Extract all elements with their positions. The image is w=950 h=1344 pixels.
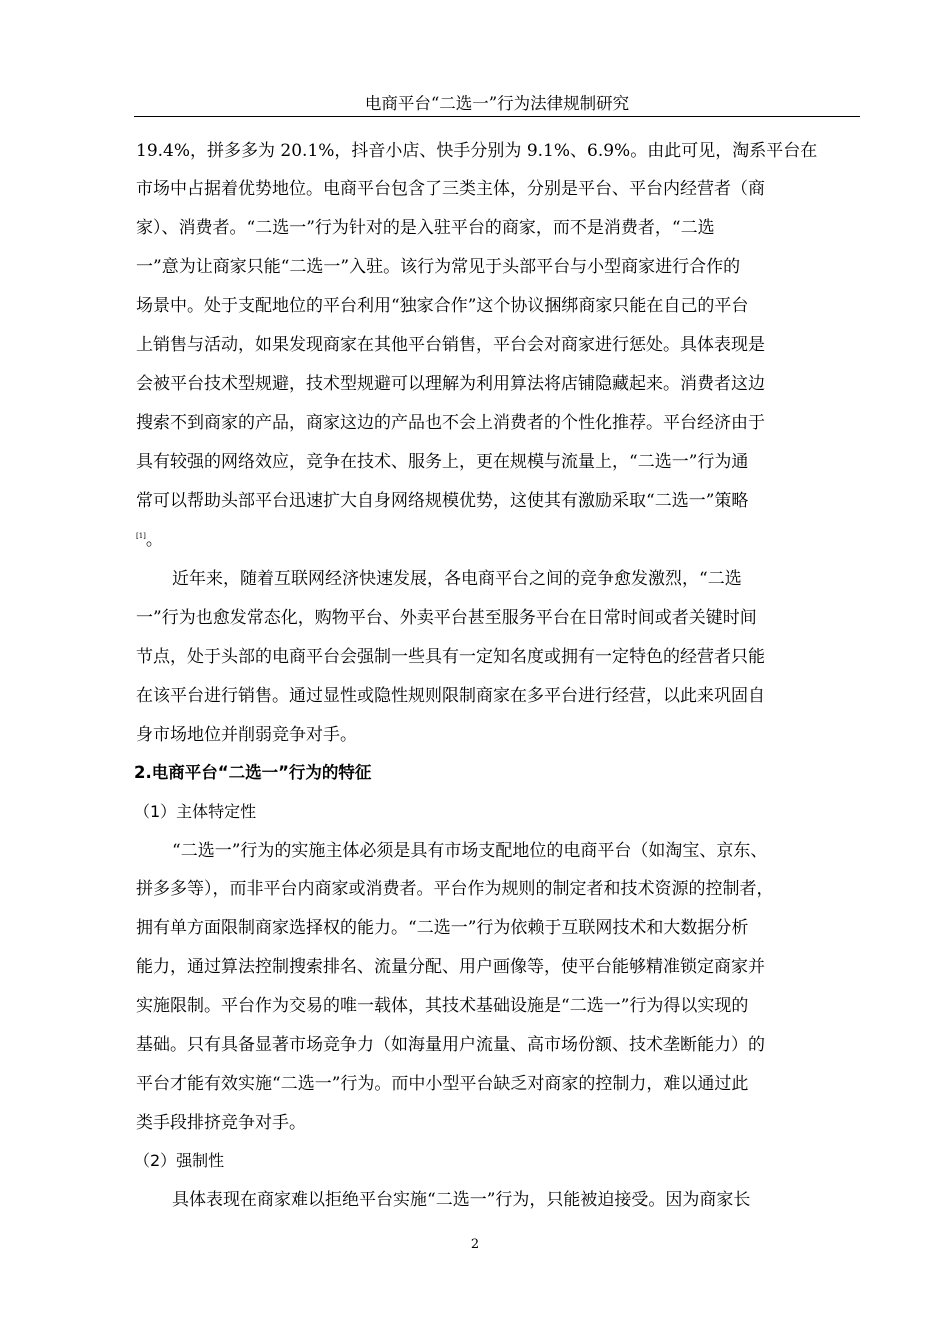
paragraph-line: 具体表现在商家难以拒绝平台实施“二选一”行为，只能被迫接受。因为商家长 xyxy=(172,1190,751,1210)
paragraph-line: 节点，处于头部的电商平台会强制一些具有一定知名度或拥有一定特色的经营者只能 xyxy=(136,647,765,667)
paragraph-line: 平台才能有效实施“二选一”行为。而中小型平台缺乏对商家的控制力，难以通过此 xyxy=(136,1074,749,1094)
paragraph-line: 拥有单方面限制商家选择权的能力。“二选一”行为依赖于互联网技术和大数据分析 xyxy=(136,918,749,938)
subsection-heading: （2）强制性 xyxy=(134,1151,225,1170)
paragraph-line: 场景中。处于支配地位的平台利用“独家合作”这个协议捆绑商家只能在自己的平台 xyxy=(136,296,749,316)
sentence-end: 。 xyxy=(145,530,163,550)
paragraph-line: 类手段排挤竞争对手。 xyxy=(136,1113,306,1133)
paragraph-line: 实施限制。平台作为交易的唯一载体，其技术基础设施是“二选一”行为得以实现的 xyxy=(136,996,749,1016)
section-heading: 2.电商平台“二选一”行为的特征 xyxy=(134,763,372,782)
paragraph-line: 一”行为也愈发常态化，购物平台、外卖平台甚至服务平台在日常时间或者关键时间 xyxy=(136,608,757,628)
paragraph-line: 上销售与活动，如果发现商家在其他平台销售，平台会对商家进行惩处。具体表现是 xyxy=(136,335,765,355)
subsection-heading: （1）主体特定性 xyxy=(134,802,257,821)
running-header: 电商平台“二选一”行为法律规制研究 xyxy=(364,94,630,113)
paragraph-line: “二选一”行为的实施主体必须是具有市场支配地位的电商平台（如淘宝、京东、 xyxy=(172,841,768,861)
paragraph-line: 在该平台进行销售。通过显性或隐性规则限制商家在多平台进行经营，以此来巩固自 xyxy=(136,686,765,706)
paragraph-line: 近年来，随着互联网经济快速发展，各电商平台之间的竞争愈发激烈，“二选 xyxy=(172,569,742,589)
paragraph-line: 基础。只有具备显著市场竞争力（如海量用户流量、高市场份额、技术垄断能力）的 xyxy=(136,1035,765,1055)
paragraph-line: 能力，通过算法控制搜索排名、流量分配、用户画像等，使平台能够精准锁定商家并 xyxy=(136,957,765,977)
paragraph-line: 19.4%，拼多多为 20.1%，抖音小店、快手分别为 9.1%、6.9%。由此可见，淘系平台在 xyxy=(136,141,818,161)
citation-reference: [1] xyxy=(136,532,146,540)
paragraph-line: 具有较强的网络效应，竞争在技术、服务上，更在规模与流量上，“二选一”行为通 xyxy=(136,452,749,472)
header-rule xyxy=(134,116,860,117)
paragraph-line: 一”意为让商家只能“二选一”入驻。该行为常见于头部平台与小型商家进行合作的 xyxy=(136,257,741,277)
paragraph-line: 身市场地位并削弱竞争对手。 xyxy=(136,725,357,745)
paragraph-line: 家）、消费者。“二选一”行为针对的是入驻平台的商家，而不是消费者，“二选 xyxy=(136,218,715,238)
paragraph-line: 市场中占据着优势地位。电商平台包含了三类主体，分别是平台、平台内经营者（商 xyxy=(136,179,765,199)
paragraph-line: 搜索不到商家的产品，商家这边的产品也不会上消费者的个性化推荐。平台经济由于 xyxy=(136,413,765,433)
paragraph-line: 拼多多等），而非平台内商家或消费者。平台作为规则的制定者和技术资源的控制者， xyxy=(136,879,774,899)
page-number: 2 xyxy=(470,1237,480,1252)
paragraph-line-end xyxy=(136,528,163,552)
paragraph-line: 会被平台技术型规避，技术型规避可以理解为利用算法将店铺隐藏起来。消费者这边 xyxy=(136,374,765,394)
paragraph-line: 常可以帮助头部平台迅速扩大自身网络规模优势，这使其有激励采取“二选一”策略 xyxy=(136,491,749,511)
